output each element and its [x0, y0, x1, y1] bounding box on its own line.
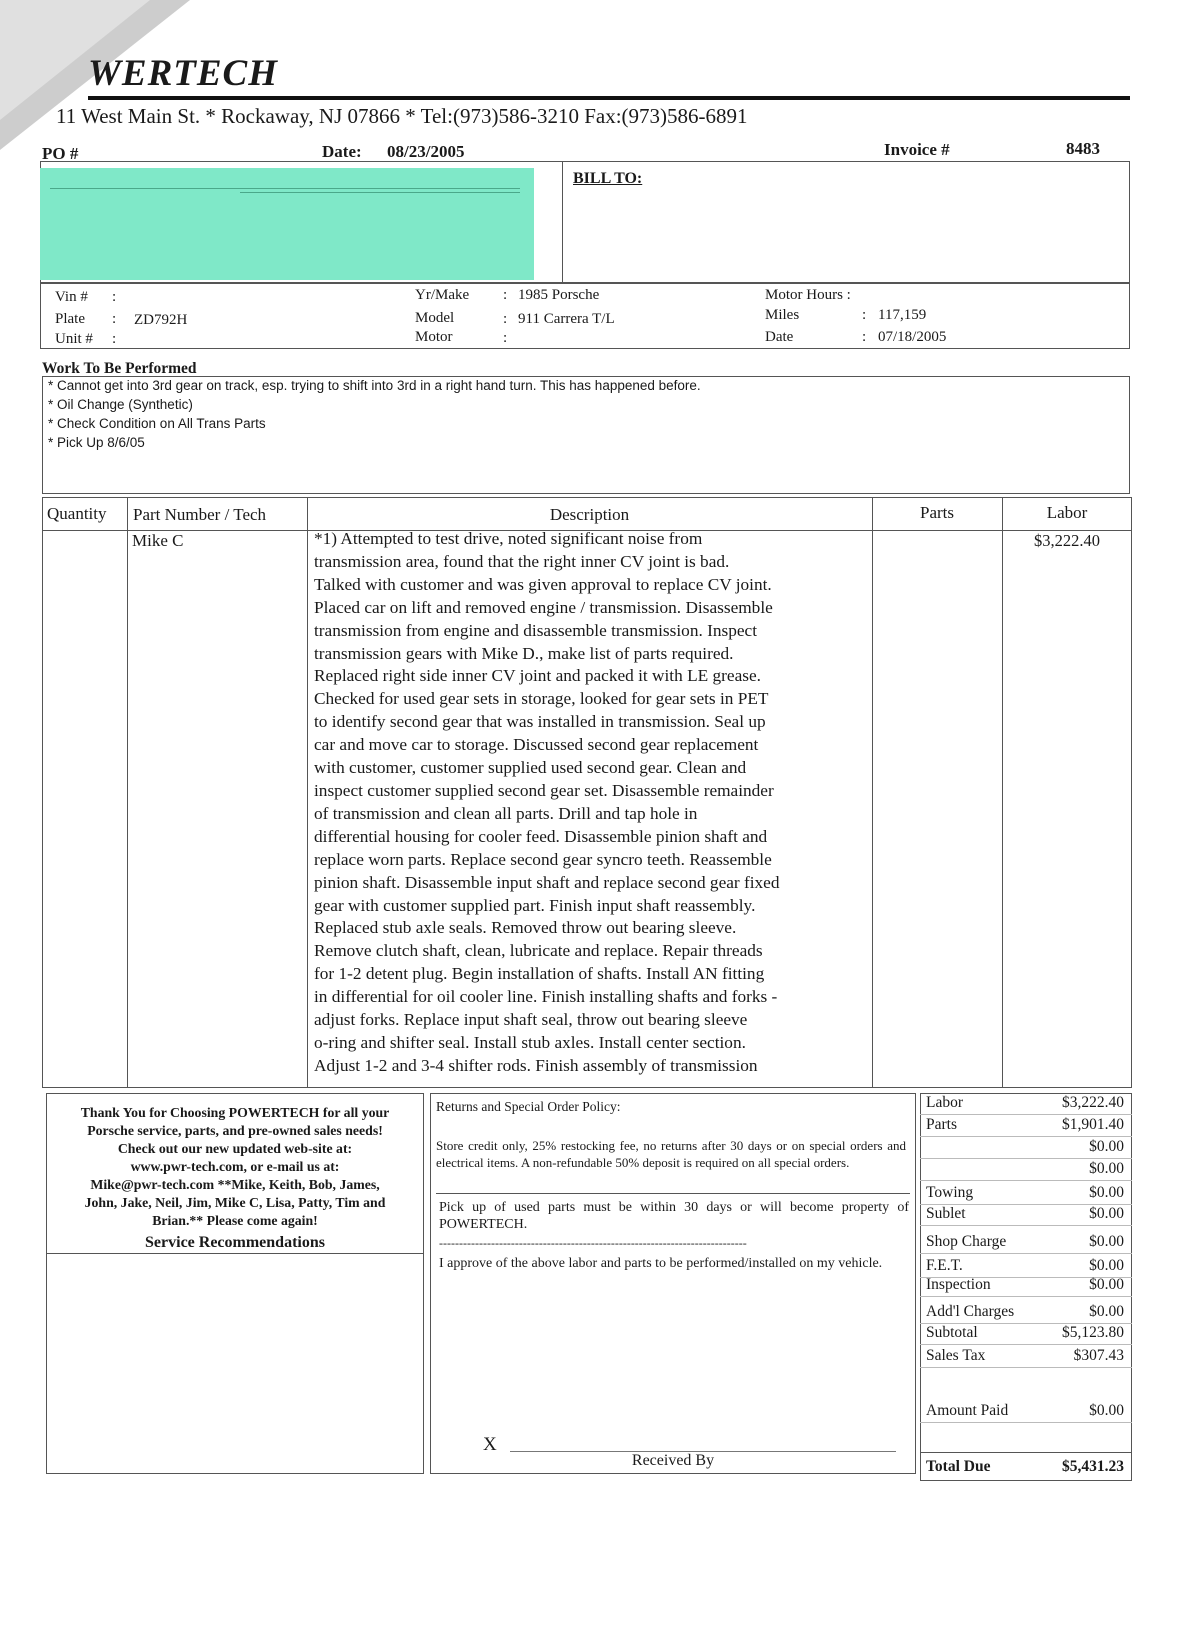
- total-due-value: $5,431.23: [1062, 1458, 1124, 1475]
- description-line: Placed car on lift and removed engine / transmission. Disassemble: [314, 597, 773, 617]
- tech-name: Mike C: [132, 531, 184, 550]
- header-rule: [88, 96, 1130, 100]
- totals-value: $0.00: [1089, 1257, 1124, 1274]
- description-line: adjust forks. Replace input shaft seal, throw out bearing sleeve: [314, 1010, 748, 1030]
- description-line: replace worn parts. Replace second gear syncro teeth. Reassemble: [314, 849, 772, 869]
- totals-label: Inspection: [926, 1276, 991, 1293]
- description-line: differential housing for cooler feed. Disassemble pinion shaft and: [314, 826, 768, 846]
- description-line: gear with customer supplied part. Finish input shaft reassembly.: [314, 895, 756, 915]
- model-value: 911 Carrera T/L: [518, 311, 615, 327]
- company-address: 11 West Main St. * Rockaway, NJ 07866 * Tel:(973)586-3210 Fax:(973)586-6891: [56, 104, 748, 128]
- description-line: pinion shaft. Disassemble input shaft and replace second gear fixed: [314, 872, 780, 892]
- received-by-label: Received By: [631, 1452, 715, 1469]
- totals-label: Parts: [926, 1116, 957, 1133]
- totals-label: Towing: [926, 1184, 974, 1201]
- thank-you-line: Check out our new updated web-site at:: [117, 1141, 353, 1156]
- thank-you-line: Thank You for Choosing POWERTECH for all your: [80, 1105, 390, 1120]
- description-line: of transmission and clean all parts. Drill and tap hole in: [314, 803, 698, 823]
- totals-row-rule: [920, 1225, 1132, 1226]
- policy-divider: -----------------------------------------------------------------------------: [439, 1236, 747, 1250]
- totals-label: Add'l Charges: [926, 1303, 1015, 1320]
- description-line: o-ring and shifter seal. Install stub axles. Install center section.: [314, 1032, 746, 1052]
- thank-you-line: www.pwr-tech.com, or e-mail us at:: [130, 1159, 340, 1174]
- signature-x: X: [483, 1434, 497, 1455]
- description-line: transmission from engine and disassemble transmission. Inspect: [314, 620, 758, 640]
- totals-row-rule: [920, 1158, 1132, 1159]
- totals-value: $0.00: [1089, 1402, 1124, 1419]
- labor-amount: $3,222.40: [1034, 531, 1100, 550]
- totals-label: Sales Tax: [926, 1347, 986, 1364]
- description-line: transmission gears with Mike D., make list of parts required.: [314, 643, 734, 663]
- po-label: PO #: [42, 144, 79, 163]
- description-line: Talked with customer and was given approval to replace CV joint.: [314, 574, 772, 594]
- miles-value: 117,159: [878, 307, 927, 323]
- totals-label: Labor: [926, 1094, 964, 1111]
- work-item: * Check Condition on All Trans Parts: [48, 416, 266, 431]
- used-parts-policy: Pick up of used parts must be within 30 days or will become property of POWERTECH.: [439, 1200, 909, 1232]
- plate-label: Plate: [55, 311, 85, 327]
- description-line: for 1-2 detent plug. Begin installation of shafts. Install AN fitting: [314, 964, 765, 984]
- invoice-label: Invoice #: [884, 140, 950, 159]
- bill-to-label: BILL TO:: [573, 170, 643, 187]
- unit-label: Unit #: [55, 331, 93, 347]
- col-labor: Labor: [1046, 503, 1088, 522]
- totals-row-rule: [920, 1367, 1132, 1368]
- col-description: Description: [549, 505, 630, 524]
- totals-value: $0.00: [1089, 1184, 1124, 1201]
- work-description: [314, 528, 870, 1078]
- invoice-date: 08/23/2005: [387, 142, 465, 161]
- description-line: to identify second gear that was installed in transmission. Seal up: [314, 712, 766, 732]
- description-line: Remove clutch shaft, clean, lubricate and replace. Repair threads: [314, 941, 763, 961]
- date-label: Date:: [322, 142, 362, 161]
- totals-row-rule: [920, 1114, 1132, 1115]
- model-label: Model: [415, 310, 455, 326]
- thank-you-line: John, Jake, Neil, Jim, Mike C, Lisa, Patty, Tim and: [84, 1195, 386, 1210]
- totals-label: F.E.T.: [926, 1257, 963, 1274]
- totals-value: $0.00: [1089, 1160, 1124, 1177]
- totals-row-rule: [920, 1253, 1132, 1254]
- yrmake-value: 1985 Porsche: [518, 287, 600, 303]
- description-line: car and move car to storage. Discussed second gear replacement: [314, 735, 759, 755]
- totals-row-rule: [920, 1180, 1132, 1181]
- work-item: * Oil Change (Synthetic): [48, 397, 193, 412]
- redacted-customer-info: [40, 168, 534, 280]
- description-line: Checked for used gear sets in storage, looked for gear sets in PET: [314, 689, 769, 709]
- description-line: Replaced stub axle seals. Removed throw out bearing sleeve.: [314, 918, 737, 938]
- totals-row-rule: [920, 1296, 1132, 1297]
- description-line: Replaced right side inner CV joint and packed it with LE grease.: [314, 666, 761, 686]
- miles-label: Miles: [765, 307, 800, 323]
- thank-you-line: Brian.** Please come again!: [152, 1213, 318, 1228]
- service-recommendations-title: Service Recommendations: [145, 1234, 325, 1251]
- yrmake-label: Yr/Make: [415, 287, 470, 303]
- bill-to-divider: [562, 161, 563, 283]
- totals-value: $5,123.80: [1062, 1324, 1124, 1341]
- totals-value: $1,901.40: [1062, 1116, 1124, 1133]
- work-item: * Cannot get into 3rd gear on track, esp. trying to shift into 3rd in a right hand turn. This has happened before.: [48, 378, 701, 393]
- description-line: *1) Attempted to test drive, noted significant noise from: [314, 529, 703, 548]
- totals-row-rule: [920, 1422, 1132, 1423]
- totals-value: $0.00: [1089, 1138, 1124, 1155]
- totals-label: Shop Charge: [926, 1233, 1007, 1250]
- totals-label: Subtotal: [926, 1324, 978, 1341]
- col-quantity: Quantity: [47, 504, 107, 523]
- work-section-title: Work To Be Performed: [42, 360, 197, 377]
- totals-value: $0.00: [1089, 1233, 1124, 1250]
- invoice-number: 8483: [1066, 139, 1100, 158]
- totals-label: Sublet: [926, 1205, 966, 1222]
- company-logo-text: WERTECH: [88, 53, 278, 94]
- service-date-label: Date: [765, 329, 794, 345]
- motor-hours-label: Motor Hours :: [765, 287, 851, 303]
- total-due-label: Total Due: [926, 1458, 991, 1475]
- policy-title: Returns and Special Order Policy:: [436, 1099, 621, 1114]
- col-parts: Parts: [920, 503, 954, 522]
- description-line: with customer, customer supplied used second gear. Clean and: [314, 758, 747, 778]
- col-part-number: Part Number / Tech: [133, 505, 267, 524]
- totals-value: $0.00: [1089, 1276, 1124, 1293]
- thank-you-line: Mike@pwr-tech.com **Mike, Keith, Bob, James,: [90, 1177, 380, 1192]
- description-line: inspect customer supplied second gear set. Disassemble remainder: [314, 780, 774, 800]
- description-line: transmission area, found that the right inner CV joint is bad.: [314, 551, 730, 571]
- totals-value: $0.00: [1089, 1205, 1124, 1222]
- motor-label: Motor: [415, 329, 453, 345]
- totals-value: $307.43: [1073, 1347, 1124, 1364]
- totals-row-rule: [920, 1136, 1132, 1137]
- work-item: * Pick Up 8/6/05: [48, 435, 145, 450]
- totals-row-rule: [920, 1344, 1132, 1345]
- totals-label: Amount Paid: [926, 1402, 1009, 1419]
- thank-you-message: [46, 1104, 424, 1230]
- description-line: in differential for oil cooler line. Finish installing shafts and forks -: [314, 987, 778, 1007]
- vin-label: Vin #: [55, 289, 88, 305]
- totals-value: $0.00: [1089, 1303, 1124, 1320]
- plate-value: ZD792H: [134, 312, 188, 328]
- approval-text: I approve of the above labor and parts to be performed/installed on my vehicle.: [439, 1256, 883, 1271]
- description-line: Adjust 1-2 and 3-4 shifter rods. Finish assembly of transmission: [314, 1055, 758, 1075]
- thank-you-line: Porsche service, parts, and pre-owned sales needs!: [87, 1123, 383, 1138]
- totals-value: $3,222.40: [1062, 1094, 1124, 1111]
- policy-text: Store credit only, 25% restocking fee, no returns after 30 days or on special orders and electrical items. A non-refundable 50% deposit is required on all special orders.: [436, 1138, 906, 1170]
- service-date-value: 07/18/2005: [878, 329, 947, 345]
